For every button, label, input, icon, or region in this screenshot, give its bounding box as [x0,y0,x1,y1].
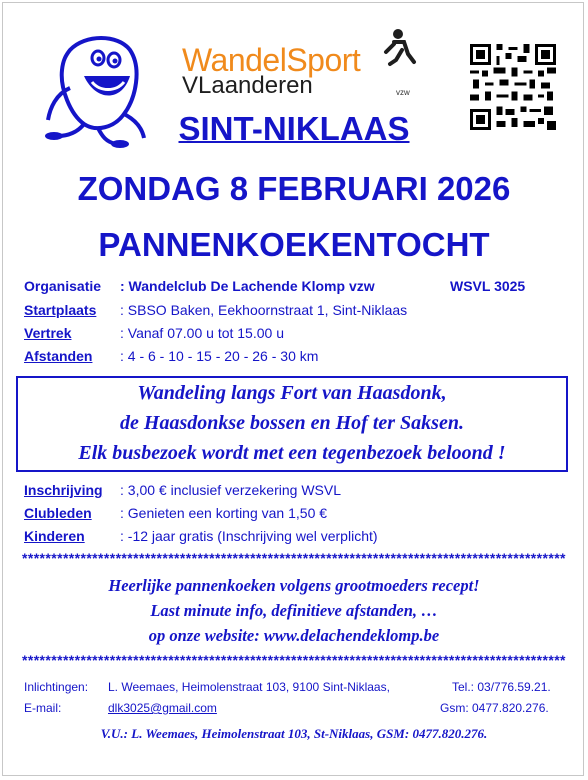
walker-figure-icon [368,28,422,68]
inschrijving-row [24,482,341,498]
organisatie-label: Organisatie [24,278,102,294]
event-title: PANNENKOEKENTOCHT [98,226,490,263]
clubleden-value: : Genieten een korting van 1,50 € [120,505,328,521]
clubleden-row [24,505,327,521]
startplaats-label: Startplaats [24,302,97,318]
startplaats-value: : SBSO Baken, Eekhoornstraat 1, Sint-Niklaas [120,302,408,318]
email-label: E-mail: [24,701,62,715]
organisatie-row [24,278,375,294]
responsible-publisher: V.U.: L. Weemaes, Heimolenstraat 103, St-Niklaas, GSM: 0477.820.276. [100,726,488,741]
route-line-2: de Haasdonkse bossen en Hof ter Saksen. [120,412,464,434]
organisatie-value: : Wandelclub De Lachende Klomp vzw [120,278,375,294]
kinderen-value: : -12 jaar gratis (Inschrijving wel verplicht) [120,528,378,544]
star-divider-top: ********************************************************************************************* [22,550,566,566]
afstanden-value: : 4 - 6 - 10 - 15 - 20 - 26 - 30 km [120,348,319,364]
gsm: Gsm: 0477.820.276. [440,701,549,715]
wsvl-number: WSVL 3025 [450,278,526,294]
email-link[interactable]: dlk3025@gmail.com [108,701,217,715]
route-highlight-box [16,376,568,472]
telephone: Tel.: 03/776.59.21. [452,680,551,694]
vertrek-value: : Vanaf 07.00 u tot 15.00 u [120,325,284,341]
date-title: ZONDAG 8 FEBRUARI 2026 [77,170,511,207]
inlichtingen-value: L. Weemaes, Heimolenstraat 103, 9100 Sint-Niklaas, [108,680,390,694]
promo-line-2: Last minute info, definitieve afstanden, … [150,601,438,620]
logo-wordmark-top: WandelSport [182,42,361,78]
vertrek-label: Vertrek [24,325,72,341]
inlichtingen-label: Inlichtingen: [24,680,89,694]
clubleden-label: Clubleden [24,505,92,521]
kinderen-label: Kinderen [24,528,85,544]
inschrijving-label: Inschrijving [24,482,103,498]
inschrijving-value: : 3,00 € inclusief verzekering WSVL [120,482,341,498]
promo-line-1: Heerlijke pannenkoeken volgens grootmoeders recept! [108,576,480,595]
wandelsport-vlaanderen-logo [178,28,428,100]
vertrek-row [24,325,284,341]
city-title: SINT-NIKLAAS [178,110,410,147]
route-line-1: Wandeling langs Fort van Haasdonk, [137,382,447,404]
route-line-3: Elk busbezoek wordt met een tegenbezoek beloond ! [78,442,506,464]
promo-website[interactable]: op onze website: www.delachendeklomp.be [148,626,440,645]
logo-vzw: vzw [396,88,410,97]
star-divider-bottom: ********************************************************************************************* [22,652,566,668]
logo-wordmark-bottom: VLaanderen [182,72,313,99]
afstanden-label: Afstanden [24,348,93,364]
startplaats-row [24,302,407,318]
kinderen-row [24,528,378,544]
afstanden-row [24,348,318,364]
